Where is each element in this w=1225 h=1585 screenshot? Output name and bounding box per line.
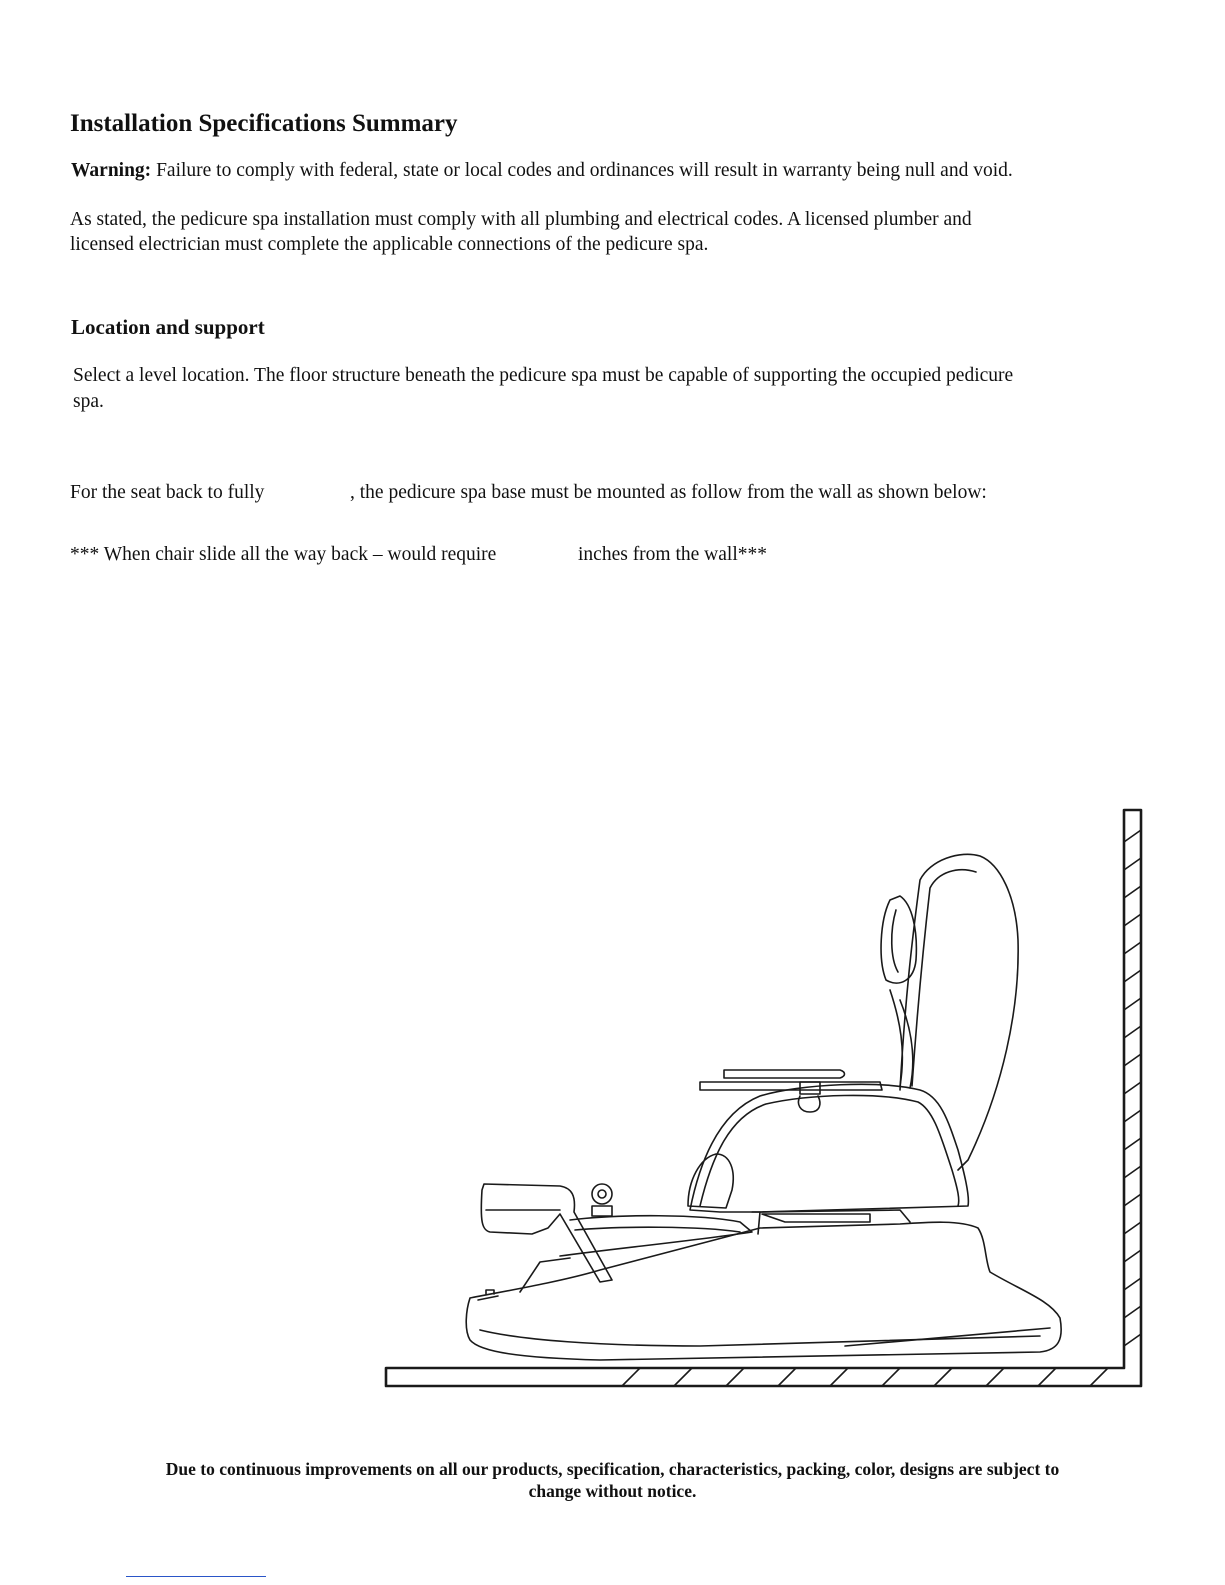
footer-line-1: Due to continuous improvements on all our products, specification, characteristics, packing, color, designs are subject to [165,1459,1060,1479]
wall-floor-hatching [622,830,1141,1386]
location-line-1: Select a level location. The floor structure beneath the pedicure spa must be capable of supporting the occupied pedicure [73,365,1014,386]
slide-note-before: *** When chair slide all the way back – would require [70,544,497,565]
footer-line-2: change without notice. [528,1481,697,1501]
intro-line-1: As stated, the pedicure spa installation must comply with all plumbing and electrical codes. A licensed plumber and [70,209,972,230]
wall-floor-frame [386,810,1141,1386]
slide-note-after: inches from the wall*** [578,544,767,565]
seat-note-before: For the seat back to fully [70,482,265,503]
location-line-2: spa. [73,391,104,412]
page-title: Installation Specifications Summary [70,110,458,137]
chair-drawing [466,854,1061,1360]
seat-note-after: , the pedicure spa base must be mounted as follow from the wall as shown below: [350,482,987,503]
intro-line-2: licensed electrician must complete the applicable connections of the pedicure spa. [70,234,709,255]
footer-link-underline [126,1576,266,1577]
warning-label: Warning: [71,160,152,181]
warning-text: Failure to comply with federal, state or local codes and ordinances will result in warranty being null and void. [151,160,1013,181]
location-heading: Location and support [71,315,265,339]
